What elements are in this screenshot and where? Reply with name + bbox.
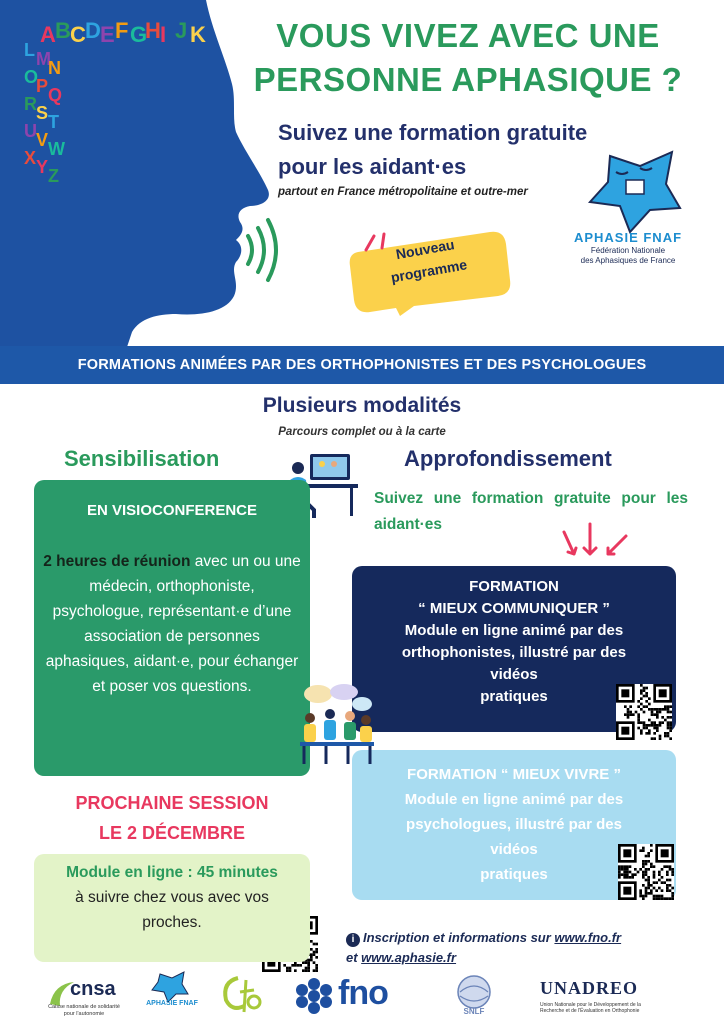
sound-wave-icon (238, 210, 288, 290)
subtitle-line1: Suivez une formation gratuite (278, 120, 588, 145)
online-module-card (34, 854, 310, 962)
alphabet-letter: I (160, 22, 167, 47)
inscription-text: Inscription et informations sur (363, 930, 555, 945)
fnaf-name: APHASIE FNAF (573, 230, 683, 245)
alphabet-letter: U (24, 121, 37, 141)
alphabet-letter: A (40, 22, 56, 47)
alphabet-letter: F (115, 18, 129, 43)
communiquer-line1: FORMATION (469, 578, 559, 595)
communiquer-line4: orthophonistes, illustré par des (401, 644, 627, 661)
main-title-line2: PERSONNE APHASIQUE ? (253, 61, 683, 98)
visioconference-heading: EN VISIOCONFERENCE (86, 502, 258, 519)
main-title-line1: VOUS VIVEZ AVEC UNE (276, 17, 660, 54)
modalites-subtitle: Parcours complet ou à la carte (278, 426, 446, 438)
alphabet-letter: M (36, 49, 51, 69)
next-session (34, 788, 310, 848)
vivre-line3: psychologues, illustré par des (406, 816, 622, 833)
next-session-line1: PROCHAINE SESSION (75, 793, 269, 813)
communiquer-line3: Module en ligne animé par des (404, 622, 624, 639)
alphabet-letter: C (70, 22, 86, 47)
sensibilisation-title: Sensibilisation (64, 446, 220, 471)
info-icon: i (346, 933, 360, 947)
alphabet-letter: Y (36, 157, 49, 177)
module-duration: Module en ligne : 45 minutes (66, 864, 278, 881)
fnaf-mascot-logo (580, 146, 690, 236)
alphabet-letter: X (24, 148, 37, 168)
approfondissement-note: Suivez une formation gratuite pour les aidant·es (374, 490, 688, 533)
alphabet-letter: Z (48, 166, 59, 186)
alphabet-letter: N (48, 58, 61, 78)
communiquer-line5: vidéos (490, 666, 538, 683)
subtitle-note: partout en France métropolitaine et outre-mer (278, 186, 528, 198)
communiquer-line2: “ MIEUX COMMUNIQUER ” (418, 600, 610, 617)
alphabet-letters-illustration (0, 0, 220, 200)
cnsa-subtitle: Caisse nationale de solidarité pour l'autonomie (48, 1004, 120, 1017)
trainers-banner: FORMATIONS ANIMÉES PAR DES ORTHOPHONISTES ET DES PSYCHOLOGUES (0, 346, 724, 384)
fno-link[interactable]: www.fno.fr (554, 930, 622, 945)
snlf-logo-icon (446, 972, 502, 1016)
group-discussion-illustration (296, 684, 376, 770)
alphabet-letter: W (48, 139, 65, 159)
unadreo-subtitle: Union Nationale pour le Développement de la Recherche et de l'Évaluation en Orthophonie (540, 1002, 641, 1014)
meeting-duration: 2 heures de réunion (43, 553, 191, 570)
fnaf-full-line2: des Aphasiques de France (580, 256, 676, 265)
vivre-line1: FORMATION “ MIEUX VIVRE ” (407, 766, 621, 783)
fnaf-full-name (548, 246, 708, 266)
vivre-line2: Module en ligne animé par des (404, 791, 624, 808)
subtitle-line2: pour les aidant·es (278, 154, 467, 179)
inscription-info (346, 928, 686, 968)
arrows-down-icon (556, 518, 636, 562)
alphabet-letter: O (24, 67, 39, 87)
alphabet-letter: Q (48, 85, 63, 105)
fno-name: fno (338, 974, 388, 1012)
next-session-date: LE 2 DÉCEMBRE (98, 823, 246, 843)
alphabet-letter: P (36, 76, 49, 96)
inscription-and: et (346, 950, 362, 965)
alphabet-letter: D (85, 18, 101, 43)
alphabet-letter: T (48, 112, 59, 132)
cfo-logo-icon (216, 972, 266, 1016)
module-line2: à suivre chez vous avec vos (75, 889, 269, 906)
vivre-line5: pratiques (480, 866, 548, 883)
visioconference-description (34, 549, 310, 699)
alphabet-letter: J (175, 18, 188, 43)
alphabet-letter: H (145, 18, 161, 43)
fnaf-full-line1: Fédération Nationale (590, 246, 666, 255)
qr-code-communiquer[interactable] (616, 684, 672, 740)
alphabet-letter: R (24, 94, 37, 114)
module-line3: proches. (142, 914, 202, 931)
badge-line1: Nouveau (394, 236, 456, 263)
fnaf-small-name: APHASIE FNAF (146, 1000, 198, 1007)
approfondissement-title: Approfondissement (404, 446, 612, 471)
alphabet-letter: S (36, 103, 49, 123)
fnaf-small-logo (146, 970, 194, 1002)
vivre-line4: vidéos (490, 841, 538, 858)
alphabet-letter: K (190, 22, 206, 47)
alphabet-letter: B (55, 18, 71, 43)
alphabet-letter: G (130, 22, 148, 47)
main-title (228, 14, 708, 102)
alphabet-letter: L (24, 40, 35, 60)
unadreo-name: UNADREO (540, 978, 639, 998)
qr-code-vivre[interactable] (618, 844, 674, 900)
fno-flower-icon (294, 976, 334, 1016)
alphabet-letter: V (36, 130, 49, 150)
modalites-title: Plusieurs modalités (262, 394, 462, 417)
communiquer-line6: pratiques (480, 688, 548, 705)
meeting-details: avec un ou une médecin, orthophoniste, psychologue, représentant·e d’une association de personnes aphasiques, aidant·e, pour échanger et poser vos questions. (45, 553, 301, 695)
alphabet-letter: E (100, 22, 115, 47)
aphasie-link[interactable]: www.aphasie.fr (361, 950, 457, 965)
snlf-name: SNLF (463, 1007, 485, 1016)
cnsa-name: cnsa (70, 978, 116, 1000)
visioconference-card (34, 480, 310, 776)
badge-line2: programme (389, 256, 469, 286)
